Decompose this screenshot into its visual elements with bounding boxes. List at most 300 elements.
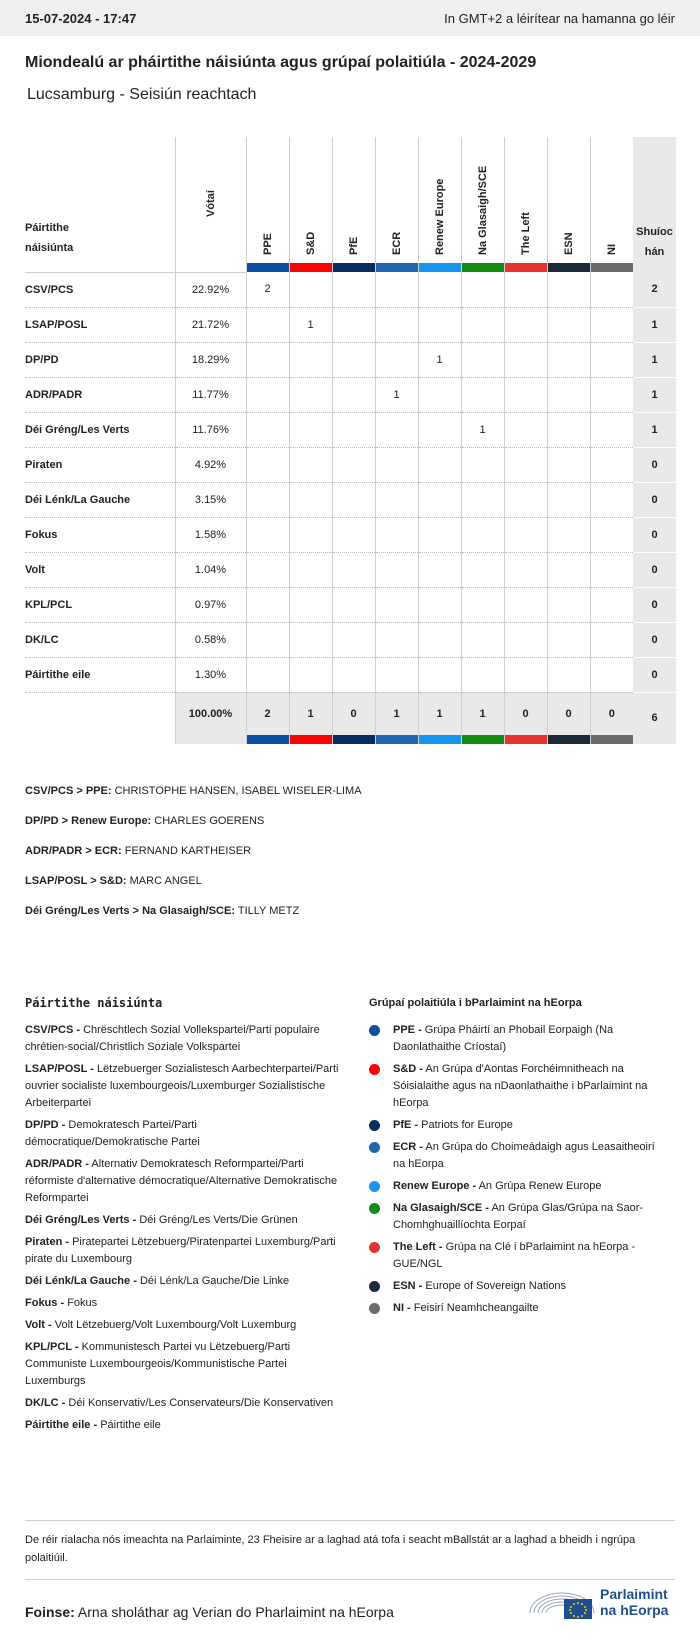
group-column-header <box>375 137 418 263</box>
rules-note: De réir rialacha nós imeachta na Parlaiminte, 23 Fheisire ar a laghad atá tofa i seacht mBallstát ar a laghad a bheidh i ngrúpa polaitiúil. <box>25 1520 675 1580</box>
mep-party-group: ADR/PADR > ECR: <box>25 845 122 857</box>
group-seat-cell <box>246 447 289 482</box>
group-seat-cell <box>461 657 504 692</box>
group-seat-cell <box>461 517 504 552</box>
group-seat-cell <box>590 377 633 412</box>
national-party-entry <box>25 1339 340 1390</box>
group-column-header <box>332 137 375 263</box>
group-seat-cell <box>504 552 547 587</box>
mep-names: FERNAND KARTHEISER <box>124 845 252 857</box>
group-color-bar <box>289 735 332 744</box>
group-seat-cell <box>418 482 461 517</box>
group-abbr: Renew Europe - <box>393 1180 477 1192</box>
party-votes: 22.92% <box>175 272 246 307</box>
party-abbr: Fokus - <box>25 1297 65 1309</box>
group-seat-cell <box>332 272 375 307</box>
mep-assignment <box>25 875 362 905</box>
party-name: DP/PD <box>25 342 175 377</box>
group-seat-cell <box>590 517 633 552</box>
group-seat-cell <box>375 552 418 587</box>
group-header-label: The Left <box>519 212 532 255</box>
party-abbr: Páirtithe eile - <box>25 1419 98 1431</box>
totals-bar-blank <box>25 735 175 744</box>
group-text <box>393 1117 513 1134</box>
party-name: Páirtithe eile <box>25 657 175 692</box>
seat-distribution-table <box>25 137 676 744</box>
group-seat-cell <box>547 377 590 412</box>
group-color-bar <box>590 735 633 744</box>
party-full-name: Déi Gréng/Les Verts/Die Grünen <box>139 1214 298 1226</box>
party-full-name: Kommunistesch Partei vu Lëtzebuerg/Parti Communiste Luxembourgeois/Kommunistische Partei Luxemburgs <box>25 1341 291 1387</box>
group-abbr: ESN - <box>393 1280 423 1292</box>
table-row <box>25 272 676 307</box>
group-seat-cell <box>504 517 547 552</box>
group-seat-cell <box>504 307 547 342</box>
political-group-entry <box>369 1117 669 1134</box>
group-seat-cell <box>289 622 332 657</box>
table-row <box>25 482 676 517</box>
group-full-name: An Grúpa Glas/Grúpa na Saor-Chomhghuaillíochta Eorpaí <box>393 1202 644 1231</box>
political-group-entry <box>369 1178 669 1195</box>
group-column-header <box>590 137 633 263</box>
party-votes: 0.97% <box>175 587 246 622</box>
group-header-label: S&D <box>304 231 317 255</box>
mep-party-group: LSAP/POSL > S&D: <box>25 875 127 887</box>
group-seat-cell <box>547 342 590 377</box>
party-seats: 1 <box>633 412 676 447</box>
group-header-label: ECR <box>390 231 403 255</box>
group-seat-cell <box>246 342 289 377</box>
group-full-name: Patriots for Europe <box>421 1119 513 1131</box>
group-seat-cell <box>418 447 461 482</box>
group-header-label: NI <box>605 244 618 255</box>
party-votes: 4.92% <box>175 447 246 482</box>
group-color-bar <box>332 263 375 272</box>
group-header-label: PPE <box>261 232 274 255</box>
seats-column-header: Shuíoc hán <box>633 137 676 272</box>
group-seat-cell <box>289 342 332 377</box>
group-seat-cell <box>461 307 504 342</box>
mep-party-group: CSV/PCS > PPE: <box>25 785 112 797</box>
table-row <box>25 622 676 657</box>
group-seat-cell <box>461 622 504 657</box>
group-seat-cell <box>461 447 504 482</box>
party-name: DK/LC <box>25 622 175 657</box>
national-party-entry <box>25 1395 340 1412</box>
mep-assignment <box>25 785 362 815</box>
group-color-bar <box>375 735 418 744</box>
group-seat-cell <box>547 307 590 342</box>
group-seat-cell <box>375 622 418 657</box>
group-seat-cell <box>375 272 418 307</box>
group-color-dot-icon <box>369 1281 380 1292</box>
totals-bar-votes <box>175 735 246 744</box>
national-party-entry <box>25 1295 340 1312</box>
total-group-seats: 1 <box>289 692 332 735</box>
party-seats: 0 <box>633 657 676 692</box>
group-color-bar <box>461 735 504 744</box>
party-full-name: Demokratesch Partei/Parti démocratique/Demokratische Partei <box>25 1119 200 1148</box>
group-seat-cell: 1 <box>418 342 461 377</box>
total-votes: 100.00% <box>175 692 246 735</box>
group-column-header <box>418 137 461 263</box>
group-seat-cell <box>375 587 418 622</box>
group-column-header <box>246 137 289 263</box>
group-seat-cell <box>504 657 547 692</box>
national-party-entry <box>25 1212 340 1229</box>
party-seats: 2 <box>633 272 676 307</box>
table-row <box>25 412 676 447</box>
national-party-entry <box>25 1156 340 1207</box>
group-header-label: ESN <box>562 232 575 255</box>
table-row <box>25 447 676 482</box>
source-text: Arna sholáthar ag Verian do Pharlaimint na hEorpa <box>77 1604 394 1620</box>
group-seat-cell <box>418 272 461 307</box>
group-seat-cell <box>246 482 289 517</box>
national-legend-heading: Páirtithe náisiúnta <box>25 996 163 1010</box>
logo-line-2: na hEorpa <box>600 1602 669 1618</box>
group-seat-cell <box>461 377 504 412</box>
group-text <box>393 1200 669 1234</box>
group-abbr: Na Glasaigh/SCE - <box>393 1202 489 1214</box>
group-seat-cell <box>418 517 461 552</box>
party-name: CSV/PCS <box>25 272 175 307</box>
group-color-bar <box>590 263 633 272</box>
group-seat-cell <box>504 587 547 622</box>
group-seat-cell <box>547 552 590 587</box>
party-name: Déi Gréng/Les Verts <box>25 412 175 447</box>
group-seat-cell <box>289 377 332 412</box>
party-name: KPL/PCL <box>25 587 175 622</box>
group-color-bar <box>418 735 461 744</box>
group-seat-cell <box>461 552 504 587</box>
group-color-bar <box>547 735 590 744</box>
group-seat-cell: 1 <box>461 412 504 447</box>
national-party-entry <box>25 1117 340 1151</box>
group-seat-cell <box>289 447 332 482</box>
group-seat-cell <box>375 412 418 447</box>
group-full-name: An Grúpa Renew Europe <box>478 1180 602 1192</box>
political-group-entry <box>369 1022 669 1056</box>
group-seat-cell <box>289 587 332 622</box>
total-seats: 6 <box>633 692 676 744</box>
group-color-dot-icon <box>369 1120 380 1131</box>
group-text <box>393 1300 539 1317</box>
group-seat-cell <box>504 377 547 412</box>
group-color-dot-icon <box>369 1242 380 1253</box>
group-seat-cell <box>590 447 633 482</box>
group-color-dot-icon <box>369 1181 380 1192</box>
table-row <box>25 552 676 587</box>
group-seat-cell <box>461 272 504 307</box>
group-text <box>393 1139 669 1173</box>
group-color-bar <box>246 735 289 744</box>
group-seat-cell <box>418 622 461 657</box>
group-seat-cell <box>375 517 418 552</box>
group-text <box>393 1022 669 1056</box>
political-group-entry <box>369 1200 669 1234</box>
party-full-name: Lëtzebuerger Sozialistesch Aarbechterpartei/Parti ouvrier socialiste luxembourgeois/Luxemburger Sozialistische Arbeiterpartei <box>25 1063 339 1109</box>
group-full-name: An Grúpa d'Aontas Forchéimnitheach na Sóisialaithe agus na nDaonlathaithe i bParlaimint na hEorpa <box>393 1063 648 1109</box>
parliament-emblem-icon <box>528 1583 596 1621</box>
group-seat-cell <box>590 657 633 692</box>
votes-column-header <box>175 137 246 272</box>
political-group-entry <box>369 1300 669 1317</box>
group-seat-cell <box>418 412 461 447</box>
group-full-name: An Grúpa do Choimeádaigh agus Leasaitheoirí na hEorpa <box>393 1141 655 1170</box>
group-seat-cell <box>547 622 590 657</box>
group-seat-cell <box>289 482 332 517</box>
party-seats: 1 <box>633 377 676 412</box>
group-seat-cell <box>590 587 633 622</box>
party-votes: 3.15% <box>175 482 246 517</box>
national-party-entry <box>25 1061 340 1112</box>
total-group-seats: 0 <box>504 692 547 735</box>
party-name: Piraten <box>25 447 175 482</box>
party-column-header: Páirtithe náisiúnta <box>25 137 175 272</box>
party-name: LSAP/POSL <box>25 307 175 342</box>
group-text <box>393 1178 602 1195</box>
party-name: Volt <box>25 552 175 587</box>
group-header-label: PfE <box>347 236 360 255</box>
group-seat-cell <box>332 517 375 552</box>
total-group-seats: 0 <box>547 692 590 735</box>
group-color-bar <box>375 263 418 272</box>
group-column-header <box>547 137 590 263</box>
group-seat-cell <box>375 657 418 692</box>
group-seat-cell <box>246 552 289 587</box>
group-seat-cell <box>547 482 590 517</box>
table-row <box>25 587 676 622</box>
group-seat-cell <box>246 377 289 412</box>
party-full-name: Piratepartei Lëtzebuerg/Piratenpartei Luxemburg/Parti pirate du Luxembourg <box>25 1236 336 1265</box>
group-seat-cell <box>590 342 633 377</box>
party-seats: 1 <box>633 342 676 377</box>
party-seats: 0 <box>633 447 676 482</box>
group-seat-cell <box>289 517 332 552</box>
party-seats: 0 <box>633 482 676 517</box>
group-seat-cell <box>375 307 418 342</box>
group-seat-cell <box>375 342 418 377</box>
votes-header-label: Vótaí <box>204 190 217 217</box>
group-color-bar <box>332 735 375 744</box>
party-votes: 1.58% <box>175 517 246 552</box>
group-text <box>393 1239 669 1273</box>
political-groups-legend <box>369 995 669 1322</box>
group-seat-cell <box>332 342 375 377</box>
group-seat-cell <box>590 412 633 447</box>
group-seat-cell <box>246 517 289 552</box>
total-group-seats: 0 <box>332 692 375 735</box>
party-abbr: Déi Lénk/La Gauche - <box>25 1275 137 1287</box>
party-full-name: Chrëschtlech Sozial Vollekspartei/Parti populaire chrétien-social/Christlich Soziale Volkspartei <box>25 1024 320 1053</box>
group-seat-cell <box>375 482 418 517</box>
group-seat-cell <box>332 447 375 482</box>
group-color-bar <box>504 735 547 744</box>
group-seat-cell <box>504 447 547 482</box>
party-seats: 0 <box>633 517 676 552</box>
party-seats: 0 <box>633 552 676 587</box>
group-seat-cell <box>246 307 289 342</box>
party-votes: 11.77% <box>175 377 246 412</box>
european-parliament-logo <box>528 1583 668 1621</box>
group-seat-cell: 2 <box>246 272 289 307</box>
table-row <box>25 657 676 692</box>
party-votes: 11.76% <box>175 412 246 447</box>
source-label: Foinse: <box>25 1604 75 1620</box>
national-party-entry <box>25 1234 340 1268</box>
group-seat-cell <box>547 517 590 552</box>
party-votes: 1.04% <box>175 552 246 587</box>
table-row <box>25 307 676 342</box>
group-full-name: Grúpa na Clé i bParlaimint na hEorpa - GUE/NGL <box>393 1241 636 1270</box>
group-abbr: The Left - <box>393 1241 443 1253</box>
group-abbr: PPE - <box>393 1024 422 1036</box>
group-seat-cell <box>332 412 375 447</box>
group-color-dot-icon <box>369 1142 380 1153</box>
group-seat-cell <box>332 587 375 622</box>
party-abbr: DK/LC - <box>25 1397 66 1409</box>
mep-list <box>25 785 362 935</box>
group-full-name: Grúpa Pháirtí an Phobail Eorpaigh (Na Daonlathaithe Críostaí) <box>393 1024 614 1053</box>
group-seat-cell <box>246 622 289 657</box>
group-abbr: ECR - <box>393 1141 423 1153</box>
group-seat-cell <box>332 622 375 657</box>
group-column-header <box>289 137 332 263</box>
group-seat-cell <box>418 587 461 622</box>
party-votes: 0.58% <box>175 622 246 657</box>
group-legend-heading: Grúpaí polaitiúla i bParlaimint na hEorpa <box>369 997 582 1009</box>
group-seat-cell <box>332 552 375 587</box>
group-column-header <box>504 137 547 263</box>
group-seat-cell <box>504 272 547 307</box>
group-color-bar <box>461 263 504 272</box>
group-seat-cell <box>461 587 504 622</box>
group-color-dot-icon <box>369 1303 380 1314</box>
source-line <box>25 1604 394 1620</box>
mep-party-group: DP/PD > Renew Europe: <box>25 815 152 827</box>
table-row <box>25 517 676 552</box>
group-seat-cell <box>246 587 289 622</box>
group-seat-cell <box>332 377 375 412</box>
total-group-seats: 1 <box>418 692 461 735</box>
group-seat-cell <box>289 657 332 692</box>
group-color-dot-icon <box>369 1203 380 1214</box>
group-seat-cell <box>246 412 289 447</box>
group-color-dot-icon <box>369 1064 380 1075</box>
table-row <box>25 377 676 412</box>
party-full-name: Volt Lëtzebuerg/Volt Luxembourg/Volt Luxemburg <box>54 1319 297 1331</box>
group-text <box>393 1061 669 1112</box>
national-party-entry <box>25 1022 340 1056</box>
group-seat-cell <box>547 447 590 482</box>
group-seat-cell <box>332 307 375 342</box>
party-seats: 1 <box>633 307 676 342</box>
group-abbr: S&D - <box>393 1063 423 1075</box>
group-seat-cell <box>418 307 461 342</box>
national-party-entry <box>25 1273 340 1290</box>
group-header-label: Na Glasaigh/SCE <box>476 165 489 255</box>
group-seat-cell <box>375 447 418 482</box>
group-color-bar <box>504 263 547 272</box>
group-color-bar <box>547 263 590 272</box>
party-name: Fokus <box>25 517 175 552</box>
page-title: Miondealú ar pháirtithe náisiúnta agus grúpaí polaitiúla - 2024-2029 <box>25 54 537 71</box>
party-abbr: DP/PD - <box>25 1119 66 1131</box>
logo-line-1: Parlaimint <box>600 1586 668 1602</box>
party-abbr: Déi Gréng/Les Verts - <box>25 1214 137 1226</box>
political-group-entry <box>369 1139 669 1173</box>
party-seats: 0 <box>633 587 676 622</box>
top-bar <box>0 0 700 36</box>
group-color-bar <box>246 263 289 272</box>
group-seat-cell <box>461 342 504 377</box>
group-seat-cell <box>547 587 590 622</box>
political-group-entry <box>369 1278 669 1295</box>
mep-assignment <box>25 905 362 935</box>
group-abbr: NI - <box>393 1302 411 1314</box>
table-row <box>25 342 676 377</box>
party-abbr: Volt - <box>25 1319 52 1331</box>
party-full-name: Déi Lénk/La Gauche/Die Linke <box>139 1275 290 1287</box>
totals-color-row <box>25 735 676 744</box>
timezone-note: In GMT+2 a léirítear na hamanna go léir <box>444 10 675 26</box>
group-color-bar <box>418 263 461 272</box>
group-seat-cell <box>289 552 332 587</box>
total-group-seats: 1 <box>375 692 418 735</box>
group-seat-cell <box>590 307 633 342</box>
group-seat-cell: 1 <box>375 377 418 412</box>
group-seat-cell <box>547 657 590 692</box>
party-votes: 1.30% <box>175 657 246 692</box>
mep-names: TILLY METZ <box>237 905 300 917</box>
totals-blank <box>25 692 175 735</box>
party-full-name: Alternativ Demokratesch Reformpartei/Parti réformiste d'alternative démocratique/Alternative Demokratische Reformpartei <box>25 1158 338 1204</box>
group-seat-cell: 1 <box>289 307 332 342</box>
mep-names: CHARLES GOERENS <box>154 815 265 827</box>
party-abbr: Piraten - <box>25 1236 70 1248</box>
group-seat-cell <box>547 272 590 307</box>
group-seat-cell <box>418 552 461 587</box>
party-name: ADR/PADR <box>25 377 175 412</box>
group-seat-cell <box>590 482 633 517</box>
national-party-entry <box>25 1417 340 1434</box>
group-seat-cell <box>418 657 461 692</box>
national-parties-legend <box>25 995 340 1439</box>
mep-names: MARC ANGEL <box>129 875 202 887</box>
group-seat-cell <box>504 342 547 377</box>
group-full-name: Feisirí Neamhcheangailte <box>413 1302 539 1314</box>
party-abbr: KPL/PCL - <box>25 1341 79 1353</box>
party-abbr: CSV/PCS - <box>25 1024 81 1036</box>
party-abbr: LSAP/POSL - <box>25 1063 94 1075</box>
political-group-entry <box>369 1239 669 1273</box>
group-seat-cell <box>289 412 332 447</box>
page-subtitle: Lucsamburg - Seisiún reachtach <box>27 86 257 103</box>
group-seat-cell <box>504 622 547 657</box>
mep-assignment <box>25 845 362 875</box>
total-group-seats: 1 <box>461 692 504 735</box>
group-seat-cell <box>246 657 289 692</box>
party-abbr: ADR/PADR - <box>25 1158 89 1170</box>
group-full-name: Europe of Sovereign Nations <box>425 1280 567 1292</box>
group-seat-cell <box>590 272 633 307</box>
group-seat-cell <box>590 622 633 657</box>
mep-party-group: Déi Gréng/Les Verts > Na Glasaigh/SCE: <box>25 905 235 917</box>
party-votes: 18.29% <box>175 342 246 377</box>
group-header-label: Renew Europe <box>433 178 446 255</box>
party-full-name: Fokus <box>67 1297 98 1309</box>
